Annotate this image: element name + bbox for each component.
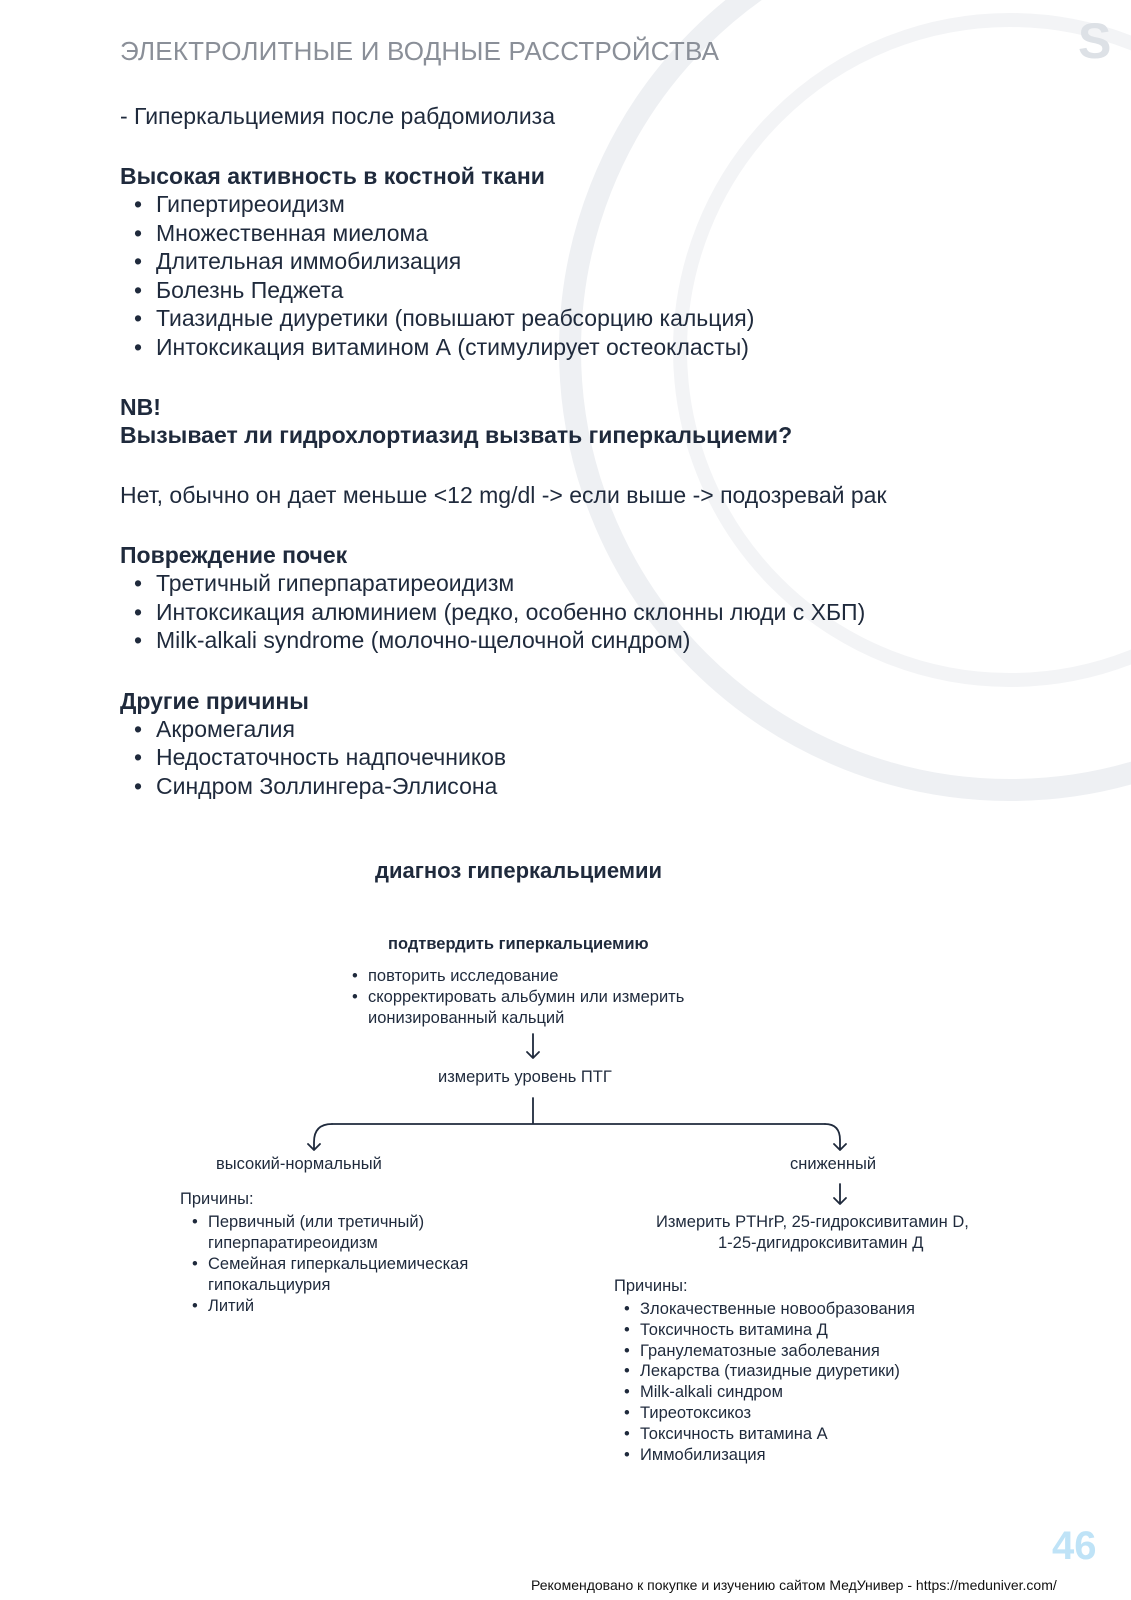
list-item: • Третичный гиперпаратиреоидизм	[134, 569, 1070, 598]
step1-title: подтвердить гиперкальциемию	[388, 935, 649, 953]
diagram-title: диагноз гиперкальциемии	[375, 858, 663, 883]
footer-note: Рекомендовано к покупке и изучению сайтом МедУнивер - https://meduniver.com/	[531, 1577, 1057, 1593]
list-item: • Интоксикация алюминием (редко, особенно склонны люди с ХБП)	[134, 598, 1070, 627]
list-item: • Множественная миелома	[134, 219, 1070, 248]
list-item: • Первичный (или третичный)	[190, 1212, 424, 1233]
page-number: 46	[1052, 1524, 1097, 1568]
section-title-kidney: Повреждение почек	[120, 542, 348, 568]
list-item: • повторить исследование	[350, 966, 684, 987]
list-item: • Гипертиреоидизм	[134, 190, 1070, 219]
arrow-down-icon	[527, 1034, 539, 1058]
list-item: • Токсичность витамина А	[622, 1424, 915, 1445]
measure-line-2: 1-25-дигидроксивитамин Д	[718, 1234, 924, 1252]
list-item: • скорректировать альбумин или измерить	[350, 987, 684, 1008]
branch-right-label: сниженный	[790, 1155, 877, 1173]
nb-question: Вызывает ли гидрохлортиазид вызвать гиперкальциеми?	[120, 422, 793, 448]
step2-text: измерить уровень ПТГ	[438, 1068, 612, 1086]
nb-label: NB!	[120, 394, 161, 420]
list-item: • Болезнь Педжета	[134, 276, 1070, 305]
list-item: • Тиазидные диуретики (повышают реабсорцию кальция)	[134, 304, 1070, 333]
left-causes-label: Причины:	[180, 1190, 254, 1208]
list-item: • Токсичность витамина Д	[622, 1320, 915, 1341]
list-item: • Недостаточность надпочечников	[134, 743, 1070, 772]
list-item: • Синдром Золлингера-Эллисона	[134, 772, 1070, 801]
measure-line-1: Измерить PTHrP, 25-гидроксивитамин D,	[656, 1213, 969, 1231]
list-item: • Злокачественные новообразования	[622, 1299, 915, 1320]
list-item: • Milk-alkali syndrome (молочно-щелочной синдром)	[134, 626, 1070, 655]
list-item: • Тиреотоксикоз	[622, 1403, 915, 1424]
list-item: • Акромегалия	[134, 715, 1070, 744]
list-item: • Интоксикация витамином А (стимулирует остеокласты)	[134, 333, 1070, 362]
step1-list-continuation: ионизированный кальций	[368, 1009, 565, 1027]
right-causes-label: Причины:	[614, 1277, 688, 1295]
logo-icon: S	[1078, 13, 1112, 69]
list-item: • Длительная иммобилизация	[134, 247, 1070, 276]
list-item: • Семейная гиперкальциемическая	[190, 1254, 468, 1275]
list-item: • Milk-alkali синдром	[622, 1382, 915, 1403]
section-title-bone: Высокая активность в костной ткани	[120, 163, 545, 189]
list-item: • Литий	[190, 1296, 254, 1317]
branch-left-label: высокий-нормальный	[216, 1155, 382, 1173]
list-item: • Гранулематозные заболевания	[622, 1341, 915, 1362]
arrow-down-icon	[308, 1124, 332, 1150]
list-item: • Лекарства (тиазидные диуретики)	[622, 1361, 915, 1382]
arrow-down-icon	[834, 1184, 846, 1204]
nb-answer: Нет, обычно он дает меньше <12 mg/dl -> если выше -> подозревай рак	[120, 482, 887, 508]
list-item: • Иммобилизация	[622, 1445, 915, 1466]
arrow-down-icon	[825, 1124, 846, 1150]
section-title-other: Другие причины	[120, 687, 309, 714]
list-item-continuation: гиперпаратиреоидизм	[208, 1234, 378, 1252]
running-title: ЭЛЕКТРОЛИТНЫЕ И ВОДНЫЕ РАССТРОЙСТВА	[120, 36, 720, 66]
intro-line: - Гиперкальциемия после рабдомиолиза	[120, 103, 556, 129]
list-item-continuation: гипокальциурия	[208, 1276, 331, 1294]
